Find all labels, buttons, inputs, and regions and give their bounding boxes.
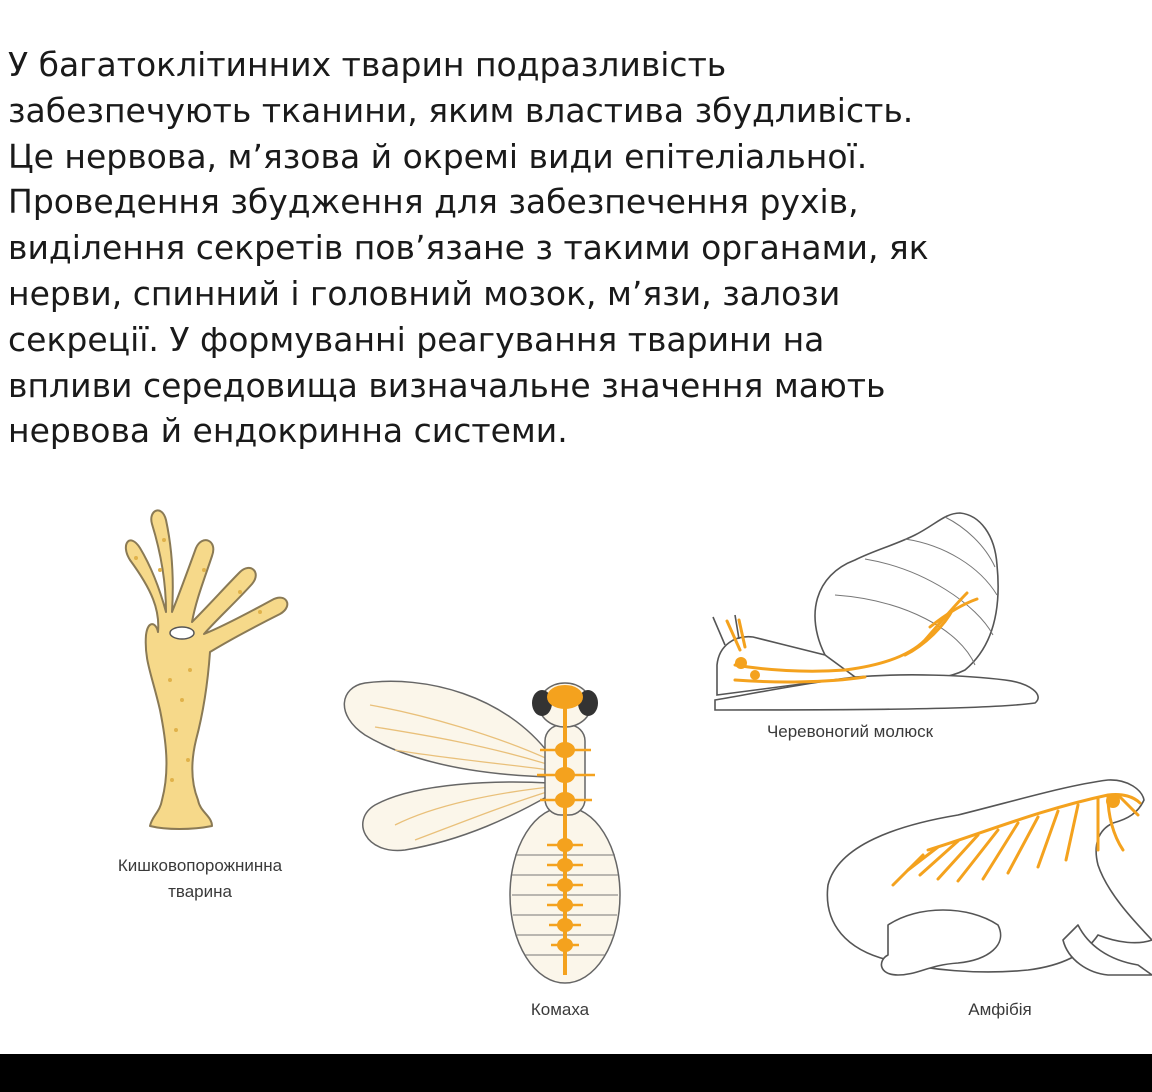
- body-paragraph: [8, 42, 1152, 454]
- snail-illustration: [705, 505, 1050, 715]
- insect-caption: Комаха: [530, 1000, 590, 1019]
- paragraph-line: забезпечують тканини, яким властива збудливість.: [8, 90, 914, 130]
- hydra-caption: [60, 856, 340, 902]
- frog-illustration: [808, 775, 1152, 990]
- paragraph-line: Проведення збудження для забезпечення рухів,: [8, 182, 859, 222]
- paragraph-line: нерви, спинний і головний мозок, м’язи, залози: [8, 273, 841, 313]
- snail-caption: Черевоногий молюск: [766, 722, 934, 741]
- frog-caption: Амфібія: [968, 1000, 1032, 1019]
- paragraph-line: впливи середовища визначальне значення мають: [8, 365, 886, 405]
- insect-upper-wing: [344, 681, 550, 777]
- paragraph-line: У багатоклітинних тварин подразливість: [8, 45, 727, 84]
- paragraph-line: Це нервова, м’язова й окремі види епітеліальної.: [8, 136, 868, 176]
- hydra-illustration: [100, 500, 330, 840]
- paragraph-line: секреції. У формуванні реагування тварини на: [8, 319, 825, 359]
- insect-illustration: [335, 665, 635, 1000]
- paragraph-line: виділення секретів пов’язане з такими органами, як: [8, 228, 929, 268]
- hydra-caption-line1: Кишковопорожнинна: [117, 856, 283, 875]
- paragraph-line: нервова й ендокринна системи.: [8, 411, 568, 451]
- bottom-black-bar: [0, 1054, 1152, 1092]
- hydra-caption-line2: тварина: [168, 882, 232, 901]
